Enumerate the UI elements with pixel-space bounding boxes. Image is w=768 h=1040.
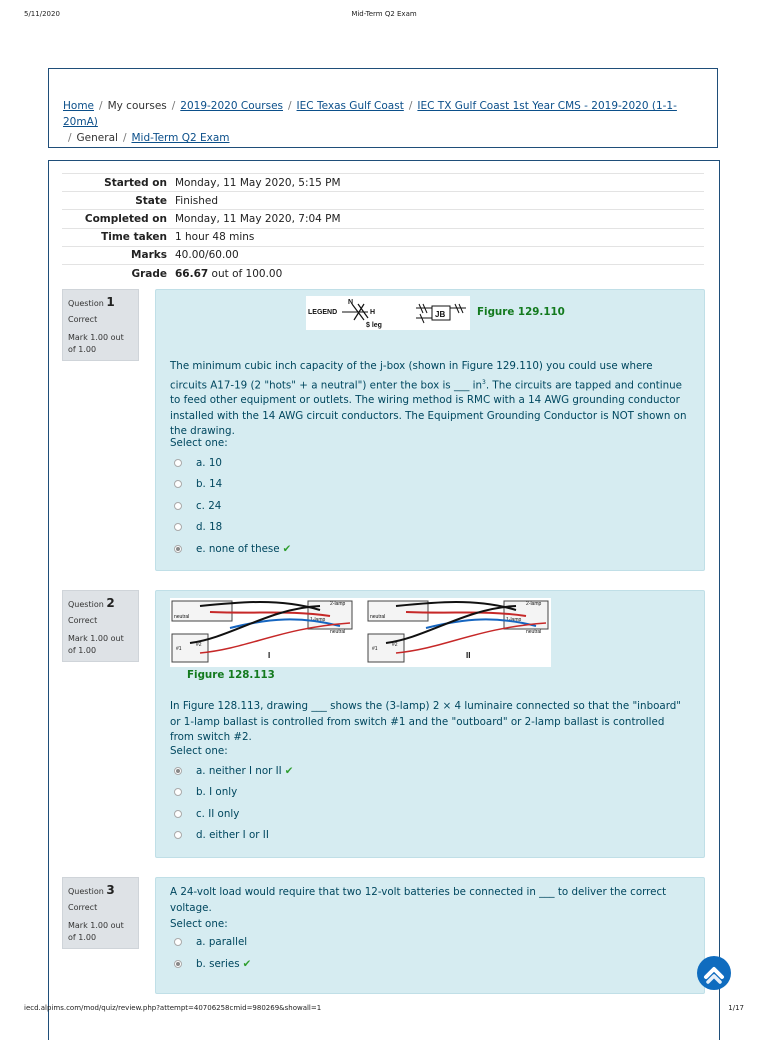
breadcrumb-general: General (76, 132, 118, 144)
question-text: The minimum cubic inch capacity of the j-box (shown in Figure 129.110) you could use where circuits A17-19 (2 "hots" + a neutral") enter the box is ___ $in^3$. The circuits are tapped and continue to feed other equipment or outlets. The wiring method is RMC with a 14 AWG grounding conductor installed with the 14 AWG circuit conductors. The Equipment Grounding Conductor is NOT shown on the drawing. (170, 360, 687, 438)
question-state: Correct (68, 315, 98, 324)
hot-mark: H (370, 309, 376, 316)
summary-label: Time taken (101, 231, 167, 244)
table-row (62, 210, 704, 228)
radio-button[interactable] (174, 523, 182, 531)
svg-text:neutral: neutral (330, 629, 346, 635)
svg-text:neutral: neutral (174, 614, 190, 620)
summary-label: Grade (131, 267, 167, 280)
figure-129-110 (306, 296, 470, 330)
breadcrumb-iec-texas[interactable]: IEC Texas Gulf Coast (296, 100, 404, 112)
summary-label: State (135, 194, 167, 207)
table-row (62, 174, 704, 192)
breadcrumb-quiz[interactable]: Mid-Term Q2 Exam (131, 132, 230, 144)
print-date: 5/11/2020 (24, 10, 60, 18)
question-mark: Mark 1.00 out of 1.00 (68, 634, 124, 655)
svg-text:2-lamp: 2-lamp (330, 601, 346, 607)
question-number: Question 1 (68, 295, 115, 309)
answer-option[interactable]: c. 24 (174, 500, 221, 512)
print-title: Mid-Term Q2 Exam (351, 10, 417, 18)
breadcrumb-separator: / (288, 100, 292, 112)
check-icon: ✔ (242, 958, 252, 970)
select-one-label: Select one: (170, 437, 228, 449)
summary-value: Finished (175, 194, 219, 207)
figure-caption: Figure 128.113 (187, 669, 275, 681)
question-2-info (62, 590, 139, 662)
grade-value: 66.67 (175, 267, 209, 280)
breadcrumb-separator: / (99, 100, 103, 112)
print-url: iecd.alpims.com/mod/quiz/review.php?attempt=40706258cmid=980269&showall=1 (24, 1004, 322, 1012)
check-icon: ✔ (282, 543, 292, 555)
svg-text:#2: #2 (196, 642, 202, 648)
svg-text:II: II (466, 651, 471, 660)
radio-button[interactable] (174, 459, 182, 467)
question-mark: Mark 1.00 out of 1.00 (68, 921, 124, 942)
radio-button[interactable] (174, 938, 182, 946)
select-one-label: Select one: (170, 745, 228, 757)
summary-label: Marks (131, 249, 167, 262)
breadcrumb-course[interactable]: IEC TX Gulf Coast 1st Year CMS - 2019-2020 (1-1-20mA) (63, 100, 677, 128)
question-number: Question 3 (68, 883, 115, 897)
question-state: Correct (68, 616, 98, 625)
question-2-content (155, 590, 705, 858)
svg-text:#1: #1 (176, 646, 182, 652)
select-one-label: Select one: (170, 918, 228, 930)
table-row (62, 246, 704, 264)
answer-option[interactable]: c. II only (174, 808, 239, 820)
breadcrumb-separator: / (171, 100, 176, 112)
radio-button-selected[interactable] (174, 960, 182, 968)
answer-option-selected[interactable]: a. neither I nor II ✔ (174, 765, 293, 777)
radio-button-selected[interactable] (174, 545, 182, 553)
question-3-content (155, 877, 705, 994)
neutral-mark: N (348, 299, 354, 306)
switch-leg-mark: $ leg (366, 322, 382, 329)
answer-option-selected[interactable]: b. series ✔ (174, 958, 251, 970)
breadcrumb-separator: / (408, 100, 413, 112)
breadcrumb-separator: / (122, 132, 127, 144)
svg-text:neutral: neutral (526, 629, 542, 635)
answer-option[interactable]: b. 14 (174, 478, 222, 490)
radio-button-selected[interactable] (174, 767, 182, 775)
figure-128-113 (170, 598, 551, 667)
question-state: Correct (68, 903, 98, 912)
answer-option-selected[interactable]: e. none of these ✔ (174, 543, 291, 555)
radio-button[interactable] (174, 502, 182, 510)
answer-option[interactable]: a. parallel (174, 936, 247, 948)
breadcrumb-courses-2019-2020[interactable]: 2019-2020 Courses (180, 100, 283, 112)
summary-label: Started on (104, 176, 167, 189)
question-mark: Mark 1.00 out of 1.00 (68, 333, 124, 354)
figure-caption: Figure 129.110 (477, 306, 565, 318)
scroll-to-top-button[interactable] (697, 956, 731, 990)
grade-suffix: out of 100.00 (208, 267, 283, 280)
svg-text:neutral: neutral (370, 614, 386, 620)
svg-text:1-lamp: 1-lamp (310, 617, 326, 623)
summary-value: 40.00/60.00 (175, 249, 239, 262)
breadcrumb-separator: / (68, 132, 72, 144)
summary-label: Completed on (84, 212, 167, 225)
breadcrumb-container (48, 68, 718, 148)
summary-value: 1 hour 48 mins (175, 231, 255, 244)
summary-value (175, 264, 704, 282)
question-3-info (62, 877, 139, 949)
svg-text:I: I (268, 651, 271, 660)
table-row (62, 228, 704, 246)
radio-button[interactable] (174, 788, 182, 796)
print-page-number: 1/17 (728, 1004, 744, 1012)
answer-option[interactable]: b. I only (174, 786, 237, 798)
legend-label: LEGEND (308, 309, 338, 316)
question-text: In Figure 128.113, drawing ___ shows the (3-lamp) 2 × 4 luminaire connected so that the "inboard" or 1-lamp ballast is controlled from switch #1 and the "outboard" or 2-lamp ballast is controlled from switch #2. (170, 700, 682, 743)
attempt-summary-table (62, 173, 704, 282)
table-row (62, 192, 704, 210)
question-number: Question 2 (68, 596, 115, 610)
svg-text:1-lamp: 1-lamp (506, 617, 522, 623)
svg-text:#1: #1 (372, 646, 378, 652)
breadcrumb (63, 98, 703, 146)
summary-value: Monday, 11 May 2020, 7:04 PM (175, 212, 341, 225)
breadcrumb-my-courses: My courses (107, 100, 167, 112)
radio-button[interactable] (174, 810, 182, 818)
table-row (62, 264, 704, 282)
question-text: A 24-volt load would require that two 12-volt batteries be connected in ___ to deliver the correct voltage. (170, 886, 667, 914)
question-1-content (155, 289, 705, 571)
answer-option[interactable]: a. 10 (174, 457, 222, 469)
question-1-info (62, 289, 139, 361)
svg-text:2-lamp: 2-lamp (526, 601, 542, 607)
summary-value: Monday, 11 May 2020, 5:15 PM (175, 176, 341, 189)
radio-button[interactable] (174, 831, 182, 839)
radio-button[interactable] (174, 480, 182, 488)
breadcrumb-home[interactable]: Home (63, 100, 95, 112)
chevron-up-icon (697, 956, 731, 990)
svg-text:#2: #2 (392, 642, 398, 648)
answer-option[interactable]: d. either I or II (174, 829, 269, 841)
answer-option[interactable]: d. 18 (174, 521, 222, 533)
jbox-label: JB (435, 310, 446, 319)
check-icon: ✔ (284, 765, 294, 777)
